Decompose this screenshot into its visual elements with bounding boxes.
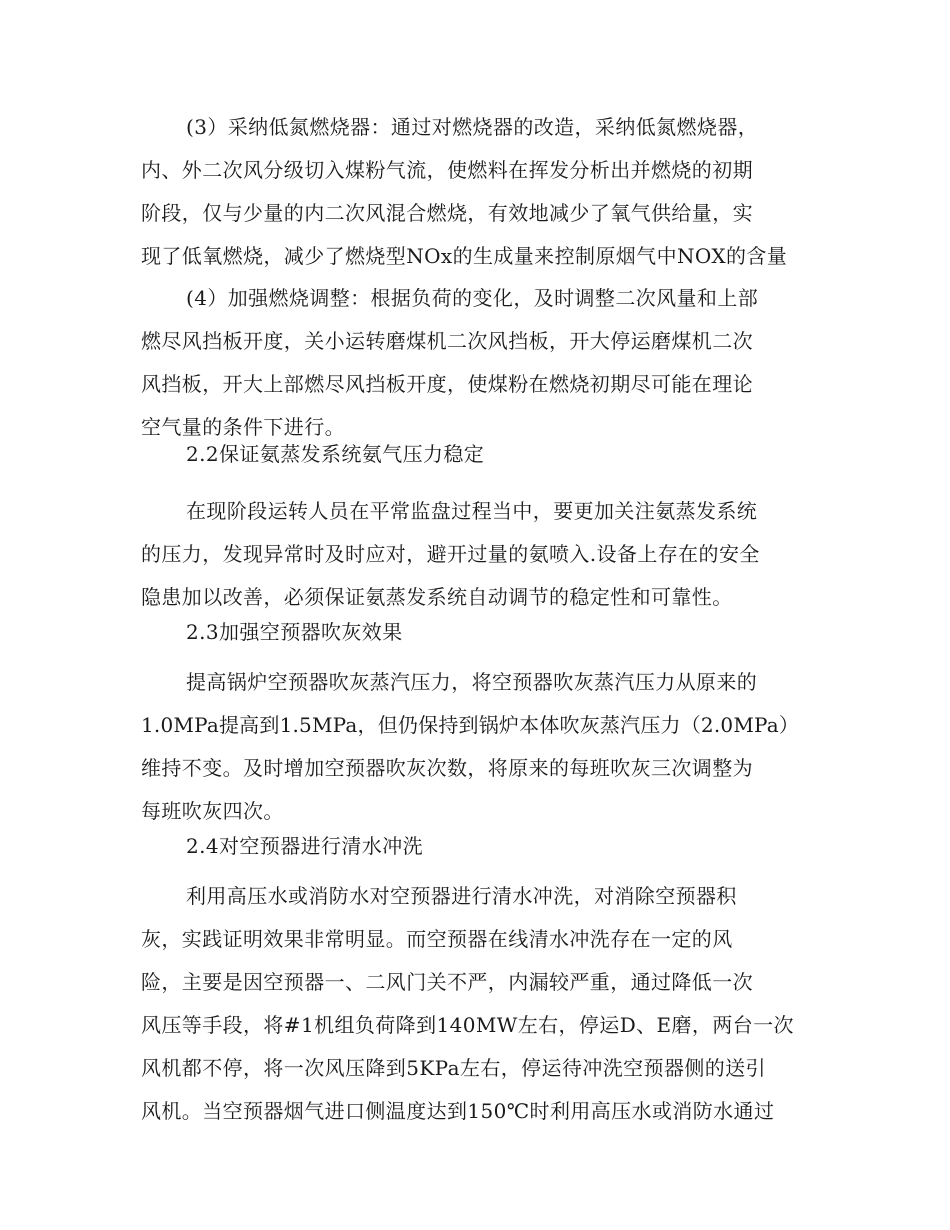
paragraph-2-3-line: 每班吹灰四次。 [141, 799, 284, 823]
paragraph-2-4-line: 风压等手段，将#1机组负荷降到140MW左右，停运D、E磨，两台一次 [141, 1013, 794, 1037]
paragraph-4-line: 风挡板，开大上部燃尽风挡板开度，使煤粉在燃烧初期尽可能在理论 [141, 372, 753, 396]
section-heading-2-2: 2.2保证氨蒸发系统氨气压力稳定 [186, 442, 485, 466]
paragraph-2-2-line: 隐患加以改善，必须保证氨蒸发系统自动调节的稳定性和可靠性。 [141, 585, 733, 609]
paragraph-3-line: 现了低氧燃烧，减少了燃烧型NOx的生成量来控制原烟气中NOX的含量 [141, 244, 788, 268]
paragraph-3-line: (3）采纳低氮燃烧器：通过对燃烧器的改造，采纳低氮燃烧器， [186, 115, 759, 139]
paragraph-3-line: 内、外二次风分级切入煤粉气流，使燃料在挥发分析出并燃烧的初期 [141, 158, 753, 182]
section-heading-2-3: 2.3加强空预器吹灰效果 [186, 620, 403, 644]
paragraph-2-3-line: 维持不变。及时增加空预器吹灰次数，将原来的每班吹灰三次调整为 [141, 756, 753, 780]
section-heading-2-4: 2.4对空预器进行清水冲洗 [186, 834, 424, 858]
paragraph-4-line: 空气量的条件下进行。 [141, 415, 345, 439]
paragraph-2-2-line: 在现阶段运转人员在平常监盘过程当中，要更加关注氨蒸发系统 [186, 499, 758, 523]
paragraph-4-line: 燃尽风挡板开度，关小运转磨煤机二次风挡板，开大停运磨煤机二次 [141, 329, 753, 353]
paragraph-4-line: (4）加强燃烧调整：根据负荷的变化，及时调整二次风量和上部 [186, 286, 759, 310]
paragraph-3-line: 阶段，仅与少量的内二次风混合燃烧，有效地减少了氧气供给量，实 [141, 201, 753, 225]
paragraph-2-4-line: 险，主要是因空预器一、二风门关不严，内漏较严重，通过降低一次 [141, 970, 753, 994]
paragraph-2-4-line: 灰，实践证明效果非常明显。而空预器在线清水冲洗存在一定的风 [141, 927, 733, 951]
paragraph-2-4-line: 风机。当空预器烟气进口侧温度达到150℃时利用高压水或消防水通过 [141, 1099, 775, 1123]
paragraph-2-2-line: 的压力，发现异常时及时应对，避开过量的氨喷入.设备上存在的安全 [141, 542, 760, 566]
paragraph-2-4-line: 利用高压水或消防水对空预器进行清水冲洗，对消除空预器积 [186, 884, 737, 908]
paragraph-2-3-line: 提高锅炉空预器吹灰蒸汽压力，将空预器吹灰蒸汽压力从原来的 [186, 670, 758, 694]
paragraph-2-4-line: 风机都不停，将一次风压降到5KPa左右，停运待冲洗空预器侧的送引 [141, 1056, 766, 1080]
paragraph-2-3-line: 1.0MPa提高到1.5MPa，但仍保持到锅炉本体吹灰蒸汽压力（2.0MPa） [141, 713, 800, 737]
